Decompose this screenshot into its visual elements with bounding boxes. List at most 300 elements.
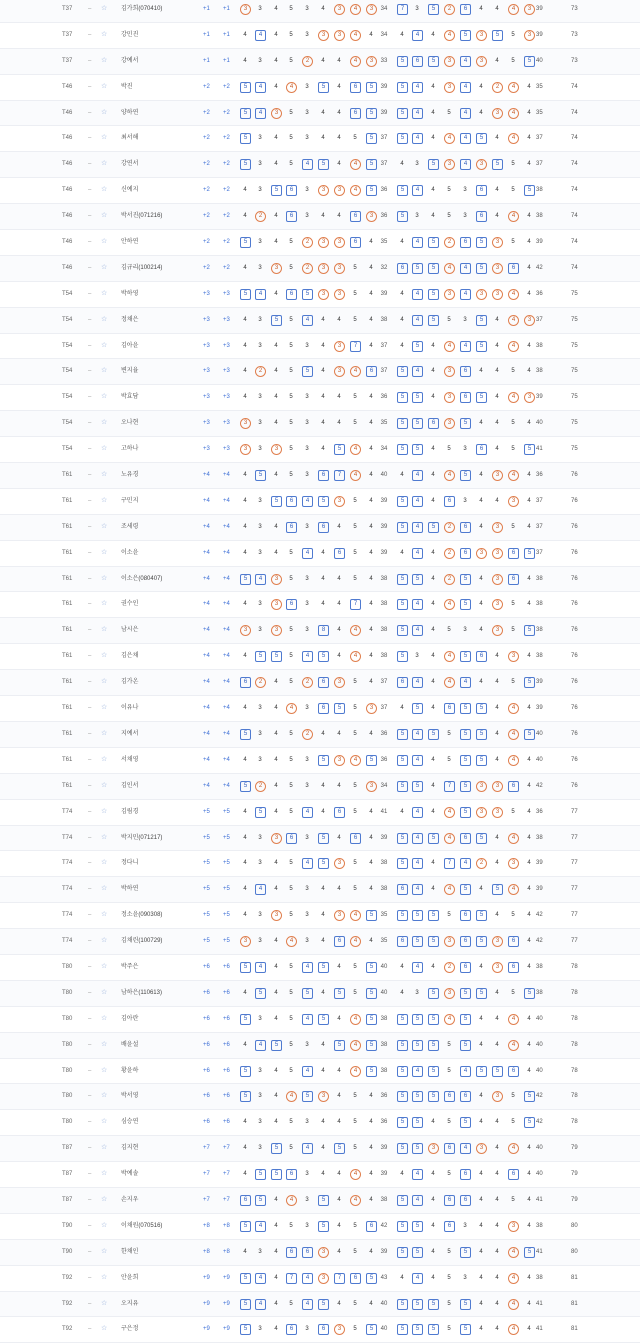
hole-score: 5 <box>397 178 407 203</box>
hole-score: 3 <box>258 239 262 246</box>
hole-score: 4 <box>444 126 454 151</box>
player-name[interactable]: 박서진(071216) <box>121 213 163 220</box>
hole-score: 3 <box>492 101 502 126</box>
out-subtotal: 36 <box>380 756 388 763</box>
rank-move: – <box>88 497 92 504</box>
favorite-star-icon[interactable]: ☆ <box>101 1247 108 1255</box>
player-name[interactable]: 이소은(080407) <box>121 575 163 582</box>
hole-score: 4 <box>431 497 435 504</box>
favorite-star-icon[interactable]: ☆ <box>101 1170 108 1178</box>
hole-score: 3 <box>305 782 309 789</box>
table-row[interactable] <box>0 929 640 955</box>
table-row[interactable] <box>0 256 640 282</box>
hole-score: 5 <box>271 178 281 203</box>
hole-score: 3 <box>258 57 262 64</box>
player-name[interactable]: 손지우 <box>121 1196 139 1203</box>
hole-score: 4 <box>400 472 404 479</box>
favorite-star-icon[interactable]: ☆ <box>101 988 108 996</box>
favorite-star-icon[interactable]: ☆ <box>101 652 108 660</box>
table-row[interactable] <box>0 49 640 75</box>
table-row[interactable] <box>0 826 640 852</box>
player-name[interactable]: 김규리(100214) <box>121 264 163 271</box>
total-to-par: +4 <box>203 601 210 608</box>
table-row[interactable] <box>0 1214 640 1240</box>
hole-score: 4 <box>350 463 360 488</box>
favorite-star-icon[interactable]: ☆ <box>101 238 108 246</box>
table-row[interactable] <box>0 1136 640 1162</box>
hole-score: 5 <box>476 696 486 721</box>
table-row[interactable] <box>0 1007 640 1033</box>
total-to-par: +9 <box>203 1300 210 1307</box>
favorite-star-icon[interactable]: ☆ <box>101 1144 108 1152</box>
player-name[interactable]: 한채인 <box>121 1248 139 1255</box>
hole-score: 5 <box>524 618 534 643</box>
out-subtotal: 38 <box>380 860 388 867</box>
favorite-star-icon[interactable]: ☆ <box>101 729 108 737</box>
hole-score: 5 <box>240 1007 250 1032</box>
table-row[interactable] <box>0 567 640 593</box>
round-score: 38 <box>536 834 543 841</box>
hole-score: 4 <box>400 316 404 323</box>
favorite-star-icon[interactable]: ☆ <box>101 315 108 323</box>
player-name[interactable]: 강연서 <box>121 161 139 168</box>
hole-score: 5 <box>460 592 470 617</box>
favorite-star-icon[interactable]: ☆ <box>101 522 108 530</box>
hole-score: 4 <box>460 75 470 100</box>
hole-score: 4 <box>255 282 265 307</box>
table-row[interactable] <box>0 618 640 644</box>
hole-score: 6 <box>444 1084 454 1109</box>
table-row[interactable] <box>0 152 640 178</box>
hole-score: 5 <box>460 774 470 799</box>
favorite-star-icon[interactable]: ☆ <box>101 445 108 453</box>
favorite-star-icon[interactable]: ☆ <box>101 1273 108 1281</box>
favorite-star-icon[interactable]: ☆ <box>101 1221 108 1229</box>
hole-score: 6 <box>508 774 518 799</box>
out-subtotal: 36 <box>380 1093 388 1100</box>
player-name[interactable]: 노유경 <box>121 472 139 479</box>
hole-score: 4 <box>431 135 435 142</box>
hole-score: 4 <box>337 161 341 168</box>
hole-score: 3 <box>305 109 309 116</box>
hole-score: 5 <box>412 903 422 928</box>
player-name[interactable]: 안하연 <box>121 239 139 246</box>
today-to-par: +3 <box>223 394 230 401</box>
player-name[interactable]: 박효담 <box>121 394 139 401</box>
round-score: 42 <box>536 1119 543 1126</box>
hole-score: 4 <box>460 101 470 126</box>
favorite-star-icon[interactable]: ☆ <box>101 186 108 194</box>
hole-score: 4 <box>369 730 373 737</box>
total-to-par: +8 <box>203 1222 210 1229</box>
hole-score: 5 <box>353 782 357 789</box>
hole-score: 4 <box>350 437 360 462</box>
favorite-star-icon[interactable]: ☆ <box>101 937 108 945</box>
favorite-star-icon[interactable]: ☆ <box>101 1325 108 1333</box>
hole-score: 2 <box>255 774 265 799</box>
player-name[interactable]: 김림경 <box>121 808 139 815</box>
hole-score: 4 <box>286 1084 296 1109</box>
hole-score: 5 <box>412 774 422 799</box>
hole-score: 3 <box>240 929 250 954</box>
hole-score: 4 <box>508 1240 518 1265</box>
favorite-star-icon[interactable]: ☆ <box>101 1118 108 1126</box>
player-name[interactable]: 배윤설 <box>121 1041 139 1048</box>
hole-score: 5 <box>255 1188 265 1213</box>
hole-score: 2 <box>302 230 312 255</box>
hole-score: 5 <box>428 929 438 954</box>
hole-score: 4 <box>460 256 470 281</box>
total-strokes: 79 <box>571 1196 578 1203</box>
total-to-par: +1 <box>203 31 210 38</box>
table-row[interactable] <box>0 851 640 877</box>
favorite-star-icon[interactable]: ☆ <box>101 626 108 634</box>
favorite-star-icon[interactable]: ☆ <box>101 1014 108 1022</box>
table-row[interactable] <box>0 722 640 748</box>
hole-score: 4 <box>412 592 422 617</box>
player-name[interactable]: 박주은 <box>121 963 139 970</box>
favorite-star-icon[interactable]: ☆ <box>101 962 108 970</box>
hole-score: 4 <box>302 152 312 177</box>
favorite-star-icon[interactable]: ☆ <box>101 807 108 815</box>
hole-score: 4 <box>337 1171 341 1178</box>
favorite-star-icon[interactable]: ☆ <box>101 1092 108 1100</box>
rank-move: – <box>88 1274 92 1281</box>
total-to-par: +4 <box>203 730 210 737</box>
hole-score: 5 <box>447 213 451 220</box>
favorite-star-icon[interactable]: ☆ <box>101 496 108 504</box>
hole-score: 3 <box>492 282 502 307</box>
table-row[interactable] <box>0 0 640 23</box>
table-row[interactable] <box>0 800 640 826</box>
table-row[interactable] <box>0 23 640 49</box>
hole-score: 4 <box>431 342 435 349</box>
rank-move: – <box>88 446 92 453</box>
hole-score: 4 <box>412 1059 422 1084</box>
total-strokes: 81 <box>571 1300 578 1307</box>
hole-score: 4 <box>495 653 499 660</box>
round-score: 40 <box>536 1067 543 1074</box>
player-name[interactable]: 황윤하 <box>121 1067 139 1074</box>
favorite-star-icon[interactable]: ☆ <box>101 1040 108 1048</box>
favorite-star-icon[interactable]: ☆ <box>101 1195 108 1203</box>
hole-score: 4 <box>444 877 454 902</box>
player-name[interactable]: 이소윤 <box>121 549 139 556</box>
player-name[interactable]: 남하은(110613) <box>121 989 162 996</box>
favorite-star-icon[interactable]: ☆ <box>101 56 108 64</box>
table-row[interactable] <box>0 696 640 722</box>
hole-score: 5 <box>353 549 357 556</box>
player-name[interactable]: 최서해 <box>121 135 139 142</box>
player-name[interactable]: 안윤희 <box>121 1274 139 1281</box>
hole-score: 4 <box>412 178 422 203</box>
table-row[interactable] <box>0 1292 640 1318</box>
hole-score: 4 <box>243 394 247 401</box>
player-name[interactable]: 신예지 <box>121 187 139 194</box>
hole-score: 4 <box>495 342 499 349</box>
favorite-star-icon[interactable]: ☆ <box>101 548 108 556</box>
out-subtotal: 34 <box>380 31 388 38</box>
hole-score: 3 <box>240 437 250 462</box>
hole-score: 4 <box>350 1162 360 1187</box>
hole-score: 3 <box>305 394 309 401</box>
player-name[interactable]: 권수인 <box>121 601 139 608</box>
table-row[interactable] <box>0 748 640 774</box>
position-label: T61 <box>62 497 73 504</box>
player-name[interactable]: 박지민(071217) <box>121 834 163 841</box>
table-row[interactable] <box>0 334 640 360</box>
hole-score: 4 <box>431 860 435 867</box>
favorite-star-icon[interactable]: ☆ <box>101 600 108 608</box>
total-to-par: +4 <box>203 523 210 530</box>
player-name[interactable]: 구은정 <box>121 1326 139 1333</box>
favorite-star-icon[interactable]: ☆ <box>101 1066 108 1074</box>
favorite-star-icon[interactable]: ☆ <box>101 704 108 712</box>
hole-score: 4 <box>444 256 454 281</box>
table-row[interactable] <box>0 1266 640 1292</box>
player-name[interactable]: 양하연 <box>121 109 139 116</box>
table-row[interactable] <box>0 1084 640 1110</box>
hole-score: 5 <box>428 1084 438 1109</box>
total-to-par: +5 <box>203 808 210 815</box>
hole-score: 5 <box>353 394 357 401</box>
total-to-par: +5 <box>203 886 210 893</box>
hole-score: 5 <box>289 446 293 453</box>
hole-score: 4 <box>274 135 278 142</box>
rank-move: – <box>88 1015 92 1022</box>
hole-score: 4 <box>243 1248 247 1255</box>
player-name[interactable]: 남시은 <box>121 627 139 634</box>
table-row[interactable] <box>0 282 640 308</box>
favorite-star-icon[interactable]: ☆ <box>101 859 108 867</box>
round-score: 40 <box>536 1015 543 1022</box>
hole-score: 4 <box>431 187 435 194</box>
hole-score: 3 <box>444 49 454 74</box>
hole-score: 5 <box>447 756 451 763</box>
favorite-star-icon[interactable]: ☆ <box>101 574 108 582</box>
total-to-par: +6 <box>203 989 210 996</box>
hole-score: 4 <box>243 342 247 349</box>
table-row[interactable] <box>0 178 640 204</box>
player-name[interactable]: 강민진 <box>121 31 139 38</box>
today-to-par: +3 <box>223 342 230 349</box>
hole-score: 3 <box>444 981 454 1006</box>
position-label: T74 <box>62 886 73 893</box>
table-row[interactable] <box>0 981 640 1007</box>
favorite-star-icon[interactable]: ☆ <box>101 885 108 893</box>
hole-score: 5 <box>397 748 407 773</box>
player-name[interactable]: 박서영 <box>121 1093 139 1100</box>
total-to-par: +5 <box>203 938 210 945</box>
hole-score: 4 <box>255 23 265 48</box>
hole-score: 4 <box>400 549 404 556</box>
player-name[interactable]: 김채린(100729) <box>121 938 163 945</box>
hole-score: 3 <box>366 774 376 799</box>
player-name[interactable]: 김인서 <box>121 782 139 789</box>
round-score: 35 <box>536 83 543 90</box>
table-row[interactable] <box>0 1240 640 1266</box>
player-name[interactable]: 이채원(070516) <box>121 1222 163 1229</box>
table-row[interactable] <box>0 515 640 541</box>
table-row[interactable] <box>0 1162 640 1188</box>
hole-score: 5 <box>289 912 293 919</box>
favorite-star-icon[interactable]: ☆ <box>101 755 108 763</box>
player-name[interactable]: 정채은 <box>121 316 139 323</box>
table-row[interactable] <box>0 1317 640 1343</box>
table-row[interactable] <box>0 489 640 515</box>
hole-score: 6 <box>460 541 470 566</box>
hole-score: 5 <box>412 696 422 721</box>
hole-score: 4 <box>508 126 518 151</box>
player-name[interactable]: 김아란 <box>121 1015 139 1022</box>
total-strokes: 74 <box>571 213 578 220</box>
favorite-star-icon[interactable]: ☆ <box>101 1299 108 1307</box>
today-to-par: +4 <box>223 730 230 737</box>
favorite-star-icon[interactable]: ☆ <box>101 82 108 90</box>
table-row[interactable] <box>0 592 640 618</box>
hole-score: 5 <box>302 282 312 307</box>
table-row[interactable] <box>0 411 640 437</box>
hole-score: 3 <box>492 774 502 799</box>
favorite-star-icon[interactable]: ☆ <box>101 5 108 12</box>
table-row[interactable] <box>0 1188 640 1214</box>
favorite-star-icon[interactable]: ☆ <box>101 212 108 220</box>
round-score: 38 <box>536 653 543 660</box>
hole-score: 5 <box>366 1317 376 1342</box>
total-strokes: 78 <box>571 1093 578 1100</box>
hole-score: 5 <box>460 1292 470 1317</box>
player-name[interactable]: 심승연 <box>121 1119 139 1126</box>
table-row[interactable] <box>0 204 640 230</box>
today-to-par: +2 <box>223 83 230 90</box>
player-name[interactable]: 김아윤 <box>121 342 139 349</box>
favorite-star-icon[interactable]: ☆ <box>101 341 108 349</box>
table-row[interactable] <box>0 463 640 489</box>
hole-score: 5 <box>412 1214 422 1239</box>
favorite-star-icon[interactable]: ☆ <box>101 263 108 271</box>
hole-score: 5 <box>412 256 422 281</box>
hole-score: 3 <box>524 0 534 22</box>
hole-score: 4 <box>369 1196 373 1203</box>
player-name[interactable]: 구민지 <box>121 497 139 504</box>
favorite-star-icon[interactable]: ☆ <box>101 393 108 401</box>
table-row[interactable] <box>0 774 640 800</box>
table-row[interactable] <box>0 126 640 152</box>
hole-score: 4 <box>431 1119 435 1126</box>
favorite-star-icon[interactable]: ☆ <box>101 367 108 375</box>
player-name[interactable]: 정다니 <box>121 860 139 867</box>
hole-score: 2 <box>302 49 312 74</box>
table-row[interactable] <box>0 75 640 101</box>
player-name[interactable]: 오나현 <box>121 420 139 427</box>
hole-score: 5 <box>289 730 293 737</box>
favorite-star-icon[interactable]: ☆ <box>101 833 108 841</box>
player-name[interactable]: 박하연 <box>121 886 139 893</box>
table-row[interactable] <box>0 1059 640 1085</box>
hole-score: 4 <box>274 860 278 867</box>
player-name[interactable]: 김가온 <box>121 679 139 686</box>
favorite-star-icon[interactable]: ☆ <box>101 108 108 116</box>
hole-score: 4 <box>369 316 373 323</box>
hole-score: 5 <box>289 239 293 246</box>
hole-score: 4 <box>460 126 470 151</box>
player-name[interactable]: 김은채 <box>121 653 139 660</box>
player-name[interactable]: 이유나 <box>121 705 139 712</box>
rank-move: – <box>88 1041 92 1048</box>
favorite-star-icon[interactable]: ☆ <box>101 471 108 479</box>
player-name[interactable]: 박예솔 <box>121 1171 139 1178</box>
hole-score: 4 <box>479 1222 483 1229</box>
favorite-star-icon[interactable]: ☆ <box>101 678 108 686</box>
hole-score: 6 <box>428 411 438 436</box>
hole-score: 4 <box>527 1274 531 1281</box>
player-name[interactable]: 오지유 <box>121 1300 139 1307</box>
rank-move: – <box>88 472 92 479</box>
player-name[interactable]: 변지율 <box>121 368 139 375</box>
hole-score: 5 <box>353 1119 357 1126</box>
out-subtotal: 34 <box>380 6 388 12</box>
hole-score: 3 <box>463 316 467 323</box>
table-row[interactable] <box>0 101 640 127</box>
favorite-star-icon[interactable]: ☆ <box>101 30 108 38</box>
player-name[interactable]: 박진 <box>121 83 133 90</box>
player-name[interactable]: 정소윤(090308) <box>121 912 163 919</box>
hole-score: 4 <box>350 152 360 177</box>
rank-move: – <box>88 730 92 737</box>
favorite-star-icon[interactable]: ☆ <box>101 911 108 919</box>
table-row[interactable] <box>0 541 640 567</box>
hole-score: 4 <box>527 420 531 427</box>
player-name[interactable]: 김지현 <box>121 1145 139 1152</box>
table-row[interactable] <box>0 230 640 256</box>
today-to-par: +7 <box>223 1171 230 1178</box>
favorite-star-icon[interactable]: ☆ <box>101 419 108 427</box>
round-score: 39 <box>536 6 543 12</box>
favorite-star-icon[interactable]: ☆ <box>101 160 108 168</box>
hole-score: 4 <box>479 1119 483 1126</box>
hole-score: 5 <box>366 75 376 100</box>
player-name[interactable]: 고하나 <box>121 446 139 453</box>
hole-score: 4 <box>431 213 435 220</box>
hole-score: 4 <box>400 808 404 815</box>
table-row[interactable] <box>0 1110 640 1136</box>
player-name[interactable]: 강예서 <box>121 57 139 64</box>
player-name[interactable]: 서채영 <box>121 756 139 763</box>
table-row[interactable] <box>0 903 640 929</box>
rank-move: – <box>88 575 92 582</box>
table-row[interactable] <box>0 308 640 334</box>
table-row[interactable] <box>0 670 640 696</box>
table-row[interactable] <box>0 437 640 463</box>
hole-score: 4 <box>400 290 404 297</box>
player-name[interactable]: 김가희(070410) <box>121 6 163 12</box>
table-row[interactable] <box>0 359 640 385</box>
table-row[interactable] <box>0 1033 640 1059</box>
table-row[interactable] <box>0 385 640 411</box>
favorite-star-icon[interactable]: ☆ <box>101 289 108 297</box>
hole-score: 4 <box>479 497 483 504</box>
player-name[interactable]: 조세령 <box>121 523 139 530</box>
hole-score: 4 <box>350 178 360 203</box>
table-row[interactable] <box>0 644 640 670</box>
favorite-star-icon[interactable]: ☆ <box>101 781 108 789</box>
hole-score: 5 <box>511 601 515 608</box>
player-name[interactable]: 박하영 <box>121 290 139 297</box>
table-row[interactable] <box>0 955 640 981</box>
table-row[interactable] <box>0 877 640 903</box>
favorite-star-icon[interactable]: ☆ <box>101 134 108 142</box>
player-name[interactable]: 지예서 <box>121 730 139 737</box>
